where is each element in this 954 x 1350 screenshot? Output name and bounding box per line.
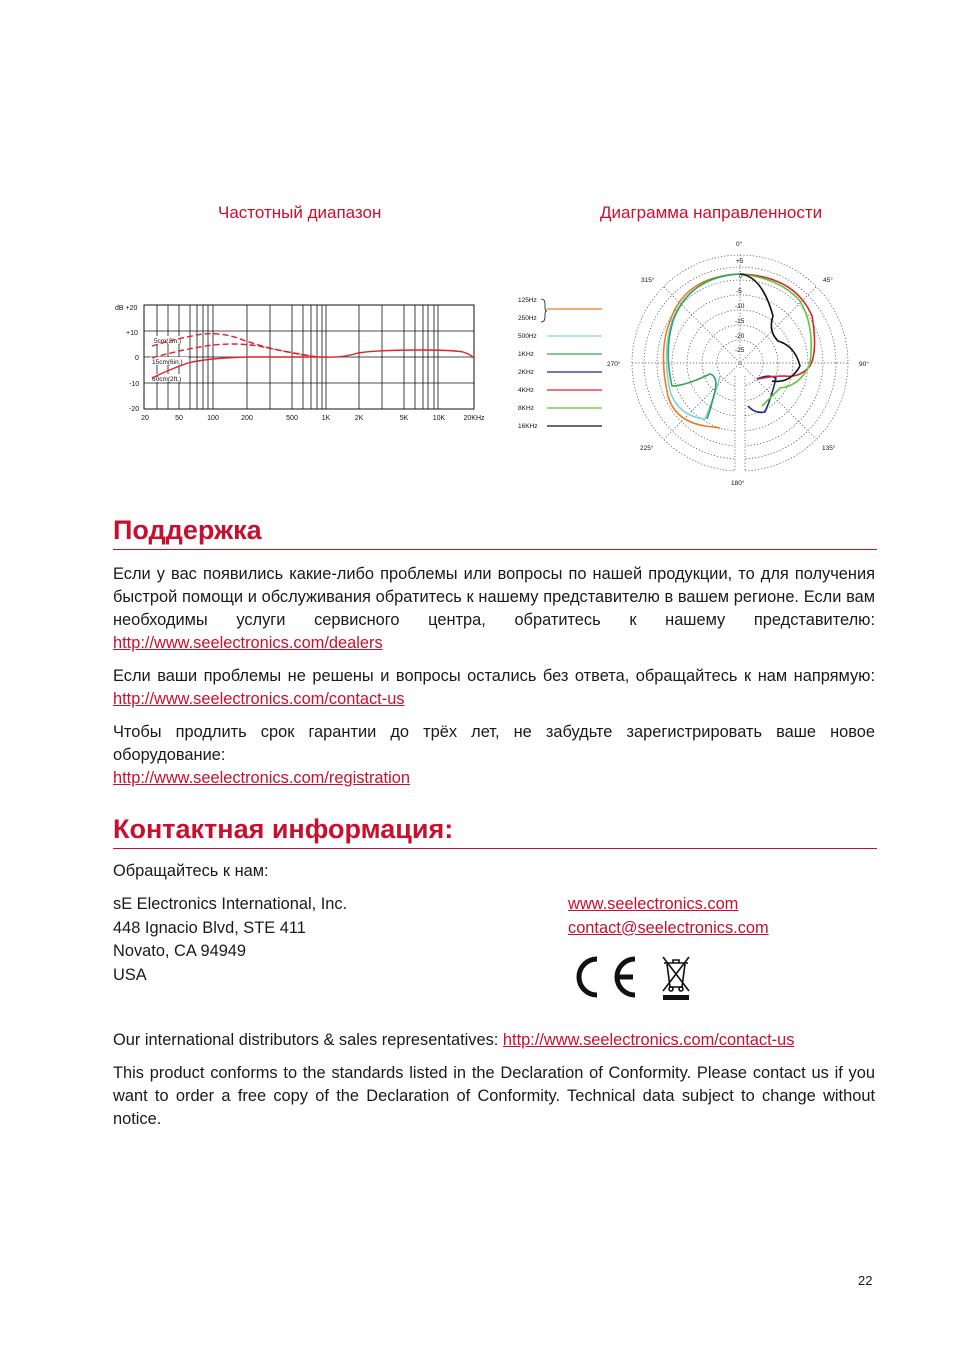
freq-curve-60cm (152, 350, 474, 378)
legend-label: 16KHz (518, 423, 538, 430)
legend-label: 2KHz (518, 369, 534, 376)
polar-curve-125hz (663, 274, 740, 428)
page-number: 22 (858, 1273, 873, 1288)
address-line: USA (113, 965, 147, 984)
freq-y-tick: -10 (129, 381, 140, 388)
freq-x-tick: 5K (399, 415, 409, 422)
weee-bin-icon (657, 952, 695, 1002)
contact-intro: Обращайтесь к нам: (113, 862, 269, 880)
ring-label: -5 (736, 288, 742, 295)
freq-x-tick: 20KHz (463, 415, 485, 422)
polar-curve-16khz (740, 274, 800, 381)
freq-annotation: 15cm(6in.) (152, 359, 183, 366)
conformity-paragraph: This product conforms to the standards listed in the Declaration of Conformity. Please contact us if you want to order a free copy of the Declaration of Conformity. Technical data subject to change without notice. (113, 1064, 875, 1128)
freq-x-tick: 2K (354, 415, 364, 422)
contact-us-link[interactable]: http://www.seelectronics.com/contact-us (113, 690, 405, 708)
website-link[interactable]: www.seelectronics.com (568, 895, 739, 913)
polar-pattern-caption: Диаграмма направленности (600, 203, 823, 222)
distributors-paragraph (113, 1029, 875, 1052)
legend-label: 1KHz (518, 351, 534, 358)
address-line: sE Electronics International, Inc. (113, 895, 348, 913)
freq-x-tick: 10K (432, 415, 446, 422)
freq-y-tick: dB +20 (115, 305, 138, 312)
support-paragraph-1 (113, 563, 875, 655)
polar-curve-1khz (668, 274, 740, 419)
legend-label: 125Hz (518, 297, 537, 304)
angle-label: 315° (641, 277, 655, 284)
ring-label: -15 (735, 318, 745, 325)
freq-x-tick: 100 (207, 415, 219, 422)
legend-label: 8KHz (518, 405, 534, 412)
support-p1-text: Если у вас появились какие-либо проблемы или вопросы по нашей продукции, то для получения быстрой помощи и обслуживания обратитесь к нашему представителю в вашем регионе. Если вам необходимы услуги сервисного центра, обратитесь к нашему представителю: (113, 565, 875, 629)
freq-y-tick: 0 (135, 355, 139, 362)
freq-x-tick: 20 (141, 415, 149, 422)
support-heading: Поддержка (113, 513, 877, 550)
legend-label: 250Hz (518, 315, 537, 322)
freq-annotation: 5cm(2in.) (154, 338, 182, 345)
frequency-response-chart (108, 296, 493, 426)
freq-x-tick: 500 (286, 415, 298, 422)
contact-heading: Контактная информация: (113, 812, 877, 849)
address-block (113, 893, 347, 987)
support-p3-text: Чтобы продлить срок гарантии до трёх лет, не забудьте зарегистрировать ваше новое оборудование: (113, 723, 875, 764)
polar-curve-500hz (666, 274, 740, 419)
legend-label: 500Hz (518, 333, 537, 340)
angle-label: 270° (607, 361, 621, 368)
freq-x-tick: 50 (175, 415, 183, 422)
ring-label: 0 (739, 273, 743, 280)
distributors-link[interactable]: http://www.seelectronics.com/contact-us (502, 1031, 795, 1049)
freq-x-tick: 1K (321, 415, 331, 422)
frequency-response-caption: Частотный диапазон (218, 203, 382, 222)
legend-label: 4KHz (518, 387, 534, 394)
polar-curve-8khz (740, 274, 811, 406)
support-p2-text: Если ваши проблемы не решены и вопросы остались без ответа, обращайтесь к нам напрямую: (113, 667, 875, 685)
registration-link[interactable]: http://www.seelectronics.com/registration (113, 769, 410, 787)
ring-label: +5 (736, 258, 744, 265)
address-line: 448 Ignacio Blvd, STE 411 (113, 918, 306, 937)
ring-label: -20 (735, 333, 745, 340)
angle-label: 180° (731, 480, 745, 487)
polar-pattern-chart (510, 236, 880, 490)
ce-mark-icon (570, 953, 640, 1001)
freq-x-tick: 200 (241, 415, 253, 422)
distributors-text: Our international distributors & sales representatives: (113, 1031, 503, 1049)
email-link[interactable]: contact@seelectronics.com (568, 918, 769, 937)
freq-annotation: 60cm(2ft.) (152, 376, 182, 383)
support-paragraph-2 (113, 665, 875, 711)
angle-label: 135° (822, 445, 836, 452)
angle-label: 0° (736, 241, 743, 248)
address-line: Novato, CA 94949 (113, 942, 247, 960)
support-paragraph-3 (113, 721, 875, 790)
angle-label: 90° (859, 361, 869, 368)
angle-label: 225° (640, 445, 654, 452)
web-contact-block (568, 893, 769, 940)
angle-label: 45° (823, 277, 833, 284)
freq-y-tick: -20 (129, 406, 140, 413)
ring-label: -25 (735, 347, 745, 354)
ring-label: -10 (735, 303, 745, 310)
freq-y-tick: +10 (126, 330, 138, 337)
dealers-link[interactable]: http://www.seelectronics.com/dealers (113, 634, 383, 652)
freq-curve-15cm (152, 344, 318, 358)
